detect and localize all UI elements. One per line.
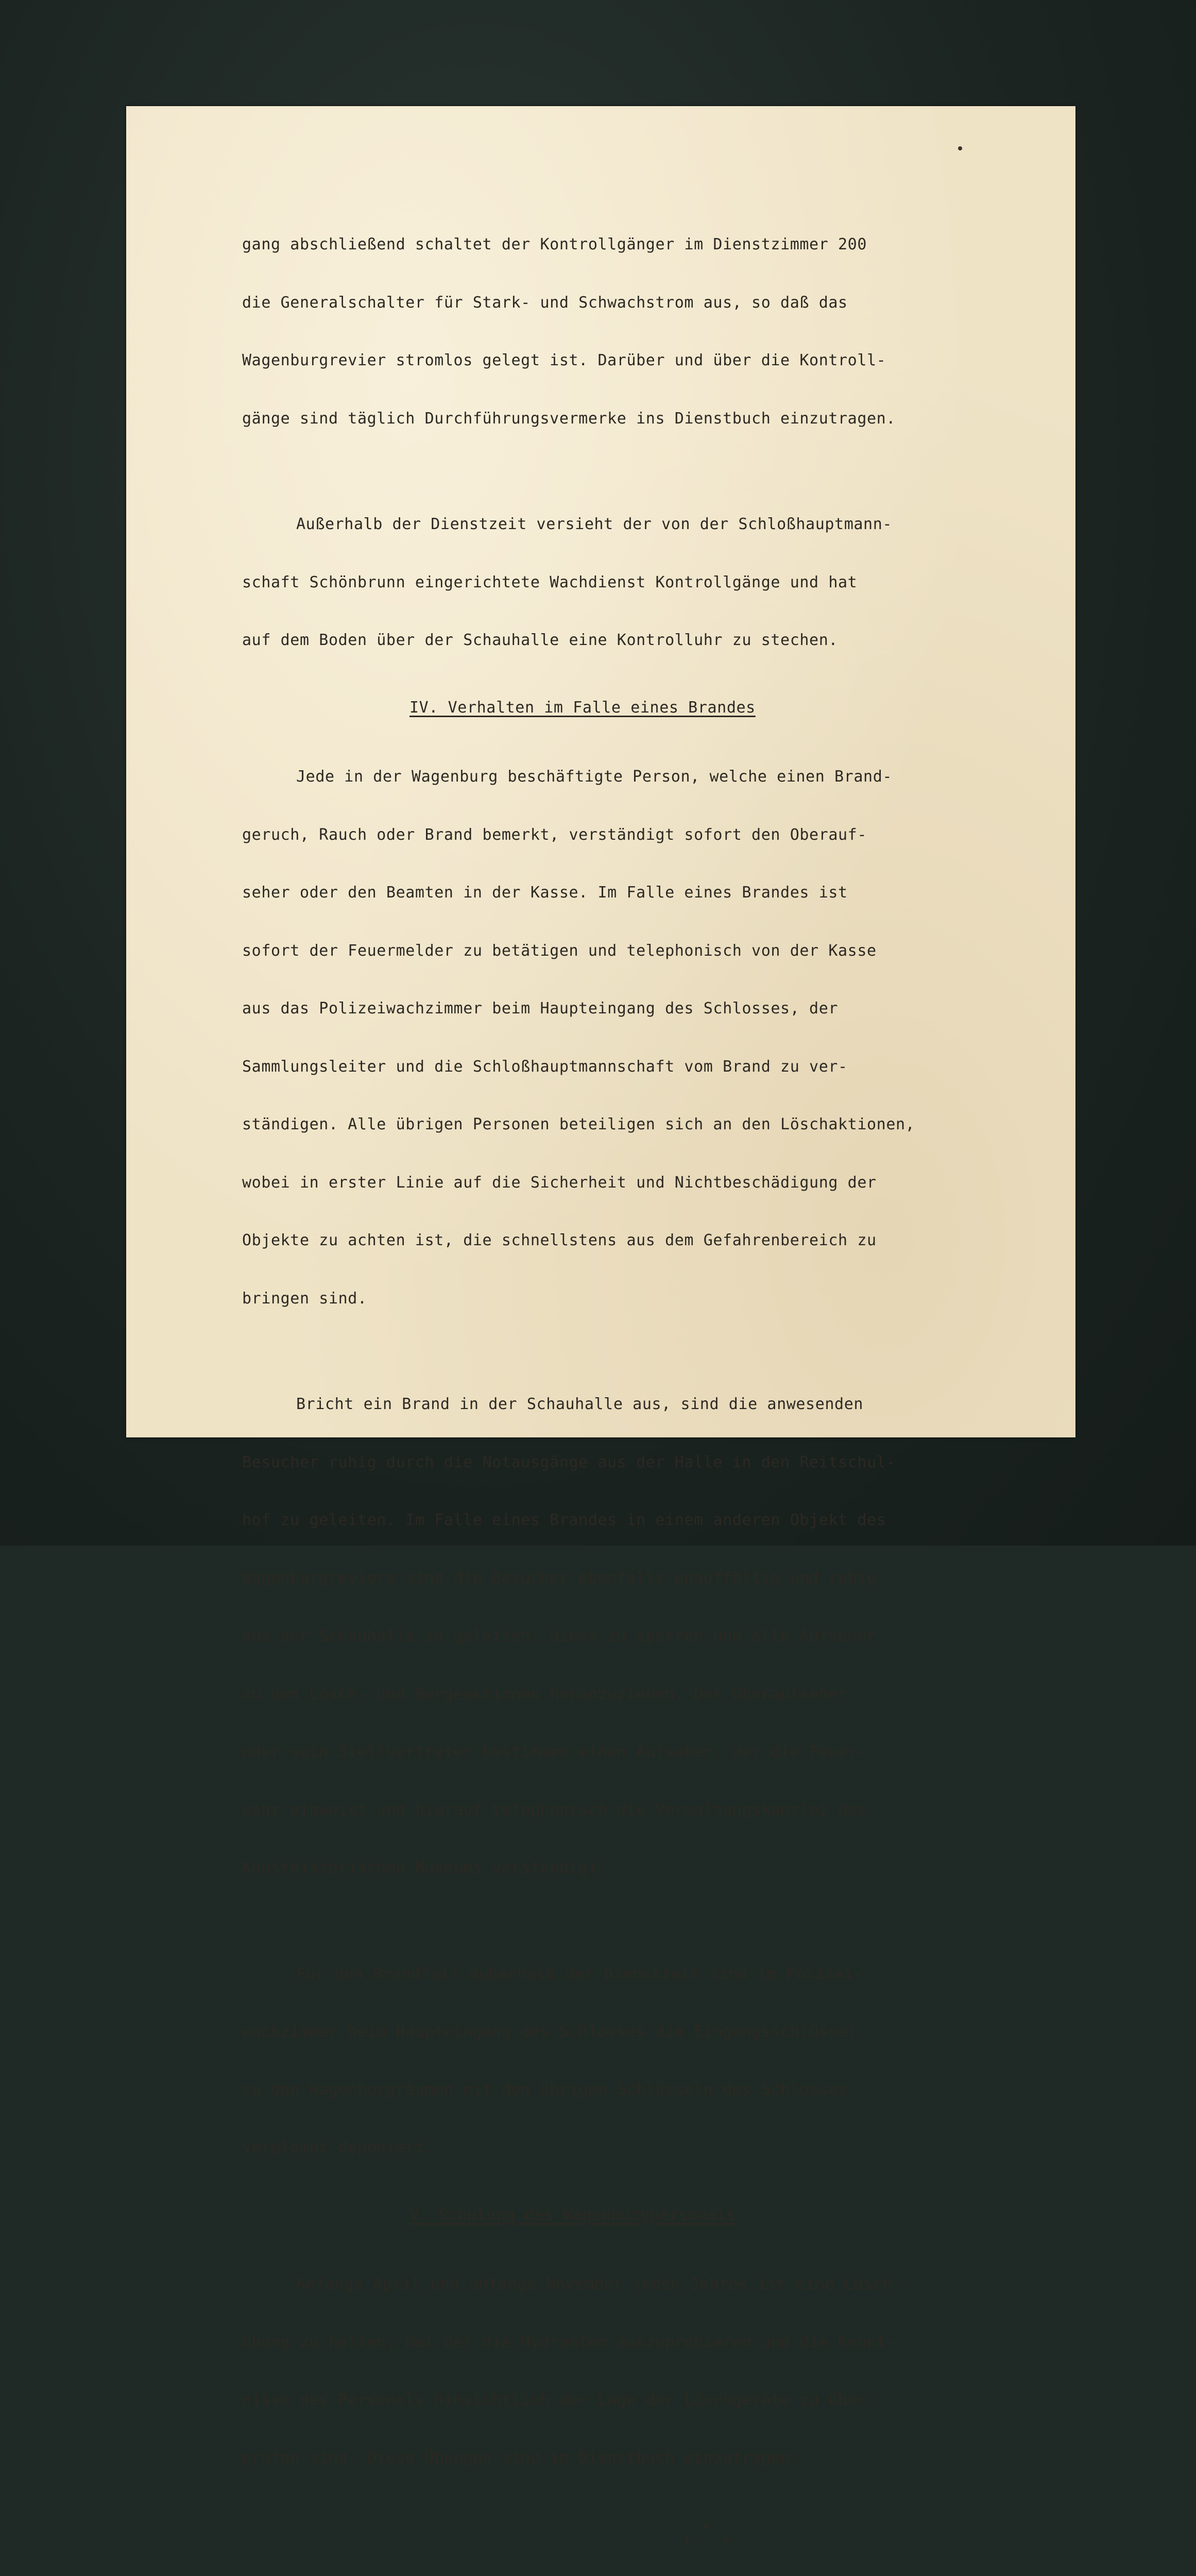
- paragraph-training: [242, 2236, 1097, 2506]
- text-line: nisse des Personals hinsichtlich der Lage der Löschgeräte zu über-: [242, 2391, 877, 2409]
- text-line: Objekte zu achten ist, die schnellstens aus dem Gefahrenbereich zu: [242, 1231, 877, 1249]
- text-line: wachzimmer beim Haupteingang des Schlosses die Eingangsschlüssel: [242, 2023, 858, 2041]
- paragraph-principle: [242, 2565, 1097, 2576]
- text-line: ständigen. Alle übrigen Personen beteiligen sich an den Löschaktionen,: [242, 1115, 915, 1133]
- text-line: wehr einweist und hierauf telephonisch die Verwaltungskanzlei des: [242, 1801, 867, 1819]
- text-line: schaft Schönbrunn eingerichtete Wachdienst Kontrollgänge und hat: [242, 573, 858, 591]
- text-line: geruch, Rauch oder Brand bemerkt, verständigt sofort den Oberauf-: [242, 825, 867, 844]
- text-line: übung zu halten, bei der die Hydranten auszuprobieren und die Kennt-: [242, 2333, 896, 2351]
- text-line: seher oder den Beamten in der Kasse. Im Falle eines Brandes ist: [242, 884, 848, 902]
- text-line: Bricht ein Brand in der Schauhalle aus, sind die anwesenden: [296, 1395, 864, 1413]
- text-line: Anfangs April und anfangs November jeden Jahres ist eine Lösch-: [296, 2275, 902, 2293]
- text-line: gänge sind täglich Durchführungsvermerke ins Dienstbuch einzutragen.: [242, 409, 896, 428]
- text-line: sofort der Feuermelder zu betätigen und telephonisch von der Kasse: [242, 941, 877, 960]
- paragraph-control-rounds: [242, 196, 1097, 467]
- ink-dot: [958, 146, 962, 150]
- text-line: Kunsthistorischen Museums verständigt.: [242, 1859, 608, 1877]
- page-body: [242, 196, 1097, 2576]
- text-line: aus der Schauhalle zu geleiten, diese zu sperren und alle Aufseher: [242, 1627, 877, 1645]
- text-line: zu den Lösch- und Bergeaktionen heranzuziehen. Der Oberaufseher: [242, 1685, 848, 1703]
- text-line: aus das Polizeiwachzimmer beim Haupteingang des Schlosses, der: [242, 999, 839, 1018]
- text-line: Wagenburgrevier stromlos gelegt ist. Darüber und über die Kontroll-: [242, 351, 886, 369]
- separator-cross: +: [682, 2531, 692, 2549]
- text-line: gang abschließend schaltet der Kontrollgänger im Dienstzimmer 200: [242, 235, 867, 253]
- text-line: hof zu geleiten. Im Falle eines Brandes in einem anderen Objekt des: [242, 1511, 886, 1529]
- text-line: Sammlungsleiter und die Schloßhauptmannschaft vom Brand zu ver-: [242, 1057, 848, 1076]
- section-separator: [242, 2516, 1097, 2554]
- text-line: prüfen sind. Diese Übungen sind im Dienstbuch einzutragen.: [242, 2449, 800, 2467]
- text-line: Wagenburgreviers sind die Besucher ebenfalls unauffällig und ruhig: [242, 1569, 877, 1587]
- paragraph-exhibition-hall-fire: [242, 1356, 1097, 1917]
- typewritten-page: [126, 106, 1075, 2549]
- text-line: auf dem Boden über der Schauhalle eine Kontrolluhr zu stechen.: [242, 631, 839, 649]
- heading-text: V. Schulung des Wagenburgpersonals: [409, 2206, 737, 2224]
- text-line: Jede in der Wagenburg beschäftigte Person, welche einen Brand-: [296, 768, 893, 786]
- text-line: Für den Brandfall außerhalb der Dienstzeit sind im Polizei-: [296, 1964, 864, 1983]
- text-line: Außerhalb der Dienstzeit versieht der von der Schloßhauptmann-: [296, 515, 893, 533]
- section-heading-v: [409, 2206, 1097, 2225]
- paragraph-fire-detection: [242, 728, 1097, 1347]
- paragraph-keys: [242, 1926, 1097, 2196]
- heading-text: IV. Verhalten im Falle eines Brandes: [409, 698, 756, 717]
- separator-cross: +: [721, 2531, 731, 2549]
- text-line: verplombt deponiert.: [242, 2139, 435, 2157]
- separator-cross: +: [700, 2517, 710, 2535]
- text-line: Besucher ruhig durch die Notausgänge aus der Halle in den Reitschul-: [242, 1453, 896, 1471]
- text-line: bringen sind.: [242, 1289, 367, 1308]
- paragraph-outside-hours: [242, 476, 1097, 689]
- section-heading-iv: [409, 698, 1097, 718]
- text-line: wobei in erster Linie auf die Sicherheit und Nichtbeschädigung der: [242, 1173, 877, 1192]
- text-line: oder sein Stellvertreter bestimmen einen Aufseher, der die Feuer-: [242, 1743, 867, 1761]
- text-line: die Generalschalter für Stark- und Schwachstrom aus, so daß das: [242, 293, 848, 312]
- text-line: zu den Wagenburgräumen mit den übrigen Schlüsseln des Schlosses: [242, 2080, 848, 2099]
